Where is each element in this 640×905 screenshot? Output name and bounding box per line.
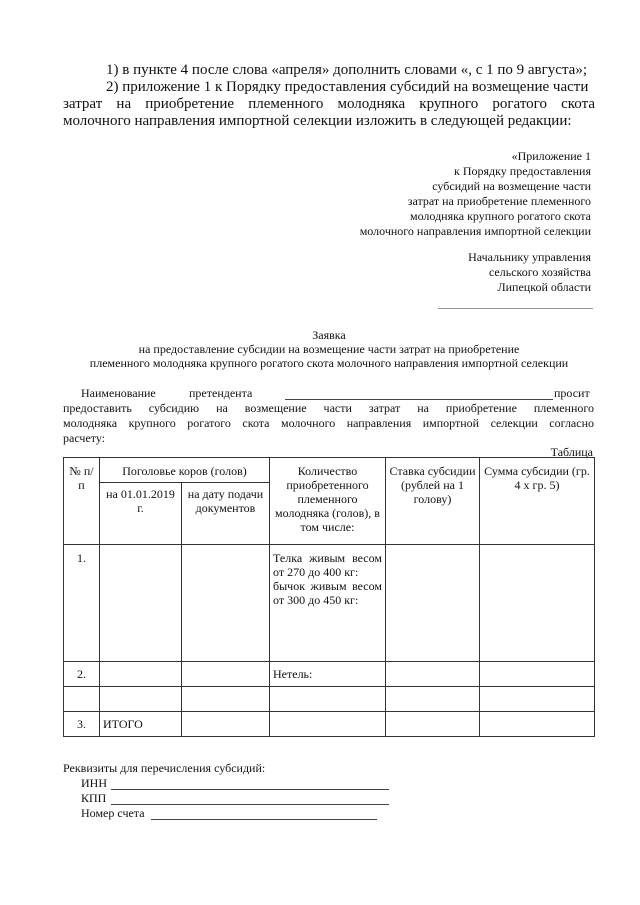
table-cell[interactable]: [100, 662, 182, 687]
table-cell[interactable]: [182, 545, 270, 662]
row-quantity-cell: [270, 545, 386, 662]
request-word-applicant: претендента: [189, 386, 253, 400]
requisites-title: Реквизиты для перечисления субсидий:: [63, 761, 266, 775]
subsidy-table: [63, 457, 595, 737]
intro-line-1: 1) в пункте 4 после слова «апреля» дополнить словами «, с 1 по 9 августа»;: [106, 62, 588, 78]
row-quantity-cell: Нетель:: [270, 662, 386, 687]
table-cell[interactable]: [480, 545, 595, 662]
title-sub-2: племенного молодняка крупного рогатого скота молочного направления импортной селекции: [89, 356, 569, 370]
table-cell[interactable]: [64, 687, 100, 712]
request-line-4: расчету:: [63, 431, 106, 445]
intro-line-4: молочного направления импортной селекции изложить в следующей редакции:: [63, 113, 572, 129]
header-herd: Поголовье коров (голов): [100, 458, 270, 483]
appendix-line: затрат на приобретение племенного: [407, 194, 591, 208]
table-row: [64, 662, 595, 687]
addressee-line: Липецкой области: [497, 280, 591, 294]
table-cell[interactable]: [182, 712, 270, 737]
appendix-block: [291, 149, 591, 239]
table-cell[interactable]: [386, 712, 480, 737]
table-cell[interactable]: [270, 712, 386, 737]
applicant-name-field[interactable]: [285, 386, 553, 400]
table-caption: Таблица: [550, 445, 593, 459]
page-title: Заявка: [312, 328, 346, 342]
addressee-line: сельского хозяйства: [488, 265, 591, 279]
bull-label: бычок живым весом от 300 до 450 кг:: [273, 579, 382, 607]
table-cell[interactable]: [480, 687, 595, 712]
appendix-line: субсидий на возмещение части: [432, 179, 591, 193]
addressee-line: Начальнику управления: [468, 250, 591, 264]
appendix-line: «Приложение 1: [511, 149, 591, 163]
request-line-2: предоставить субсидию на возмещение части затрат на приобретение племенного: [63, 401, 594, 415]
request-word-asks: просит: [554, 386, 590, 400]
header-sum: Сумма субсидии (гр. 4 х гр. 5): [480, 458, 595, 545]
appendix-line: молодняка крупного рогатого скота: [410, 209, 591, 223]
table-row: [64, 712, 595, 737]
header-herd-submission: на дату подачи документов: [182, 483, 270, 545]
row-number: 2.: [64, 662, 100, 687]
appendix-line: к Порядку предоставления: [453, 164, 591, 178]
requisites-account-row: [81, 806, 401, 821]
table-cell[interactable]: [270, 687, 386, 712]
appendix-line: молочного направления импортной селекции: [359, 224, 591, 238]
header-number: № п/п: [64, 458, 100, 545]
account-field[interactable]: [151, 806, 377, 820]
request-line-3: молодняка крупного рогатого скота молочного направления импортной селекции согласно: [63, 416, 594, 430]
intro-line-3: затрат на приобретение племенного молодняка крупного рогатого скота: [63, 96, 595, 112]
title-sub-1: на предоставление субсидии на возмещение части затрат на приобретение: [138, 342, 520, 356]
inn-field[interactable]: [111, 776, 389, 790]
total-label: ИТОГО: [100, 712, 182, 737]
header-rate: Ставка субсидии (рублей на 1 голову): [386, 458, 480, 545]
heifer-label: Телка живым весом от 270 до 400 кг:: [273, 551, 382, 579]
row-number: 1.: [64, 545, 100, 662]
account-label: Номер счета: [81, 806, 145, 820]
header-herd-date: на 01.01.2019 г.: [100, 483, 182, 545]
addressee-block: [341, 250, 591, 295]
kpp-label: КПП: [81, 791, 107, 805]
header-quantity: Количество приобретенного племенного молодняка (голов), в том числе:: [270, 458, 386, 545]
intro-line-2: 2) приложение 1 к Порядку предоставления субсидий на возмещение части: [106, 79, 589, 95]
table-cell[interactable]: [100, 545, 182, 662]
requisites-inn-row: [81, 776, 401, 791]
table-cell[interactable]: [386, 545, 480, 662]
table-cell[interactable]: [182, 662, 270, 687]
inn-label: ИНН: [81, 776, 107, 790]
addressee-signature-line: [438, 308, 593, 309]
row-number: 3.: [64, 712, 100, 737]
table-cell[interactable]: [480, 662, 595, 687]
table-cell[interactable]: [480, 712, 595, 737]
requisites-kpp-row: [81, 791, 401, 806]
request-line-1: [63, 386, 595, 401]
table-cell[interactable]: [386, 662, 480, 687]
request-word-name: Наименование: [81, 386, 156, 400]
table-row: [64, 687, 595, 712]
table-cell[interactable]: [182, 687, 270, 712]
table-cell[interactable]: [100, 687, 182, 712]
table-row: [64, 545, 595, 662]
table-cell[interactable]: [386, 687, 480, 712]
kpp-field[interactable]: [111, 791, 389, 805]
